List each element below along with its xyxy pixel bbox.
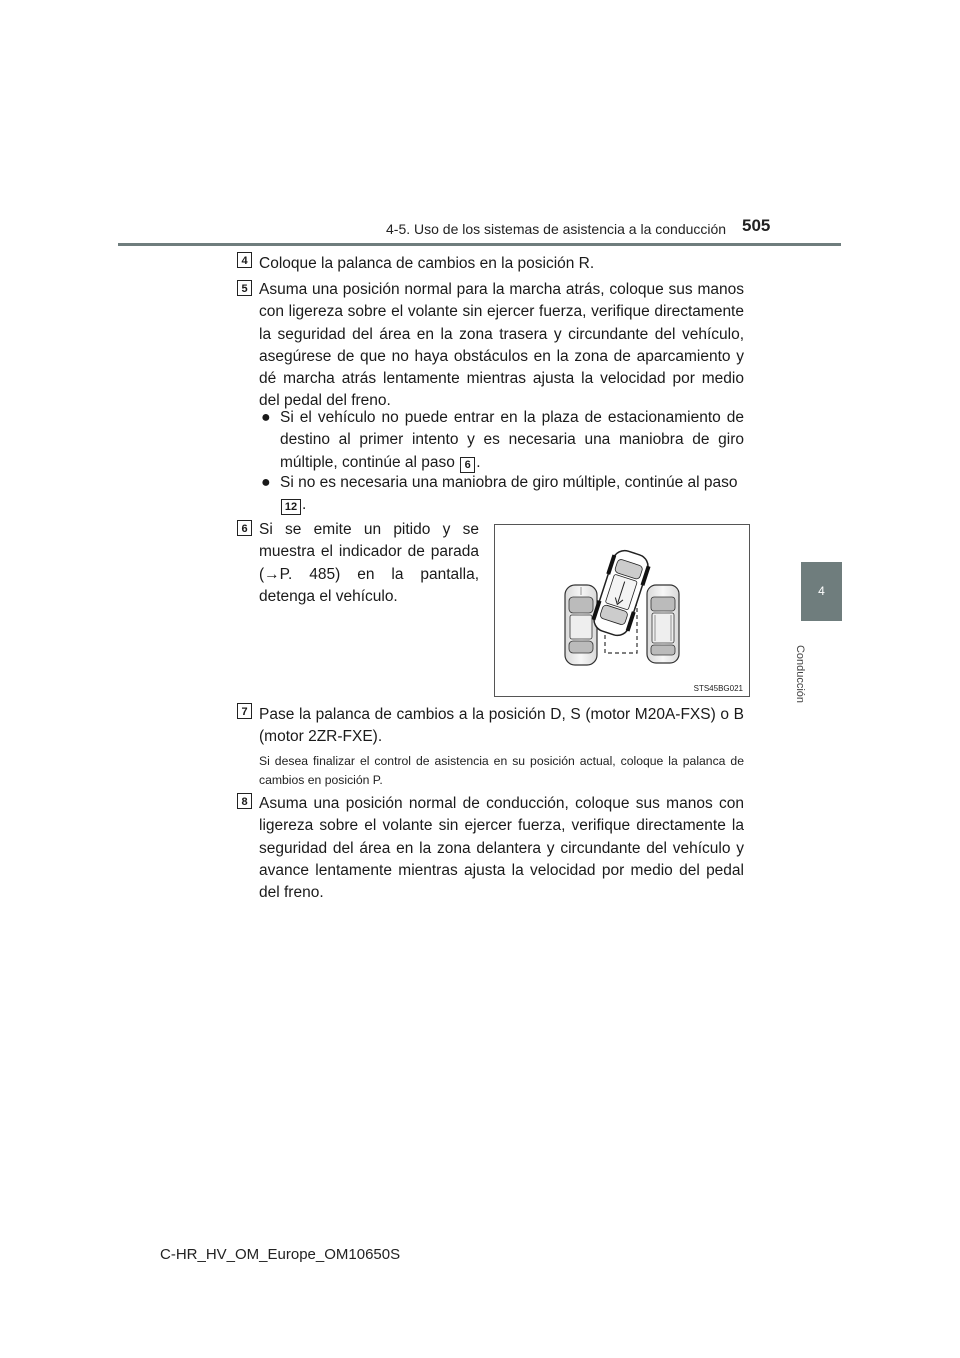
step-number-8: 8	[237, 793, 252, 809]
step-number-6: 6	[237, 520, 252, 536]
list-item	[259, 472, 744, 517]
bullet-suffix: .	[476, 453, 481, 471]
step-5-text: Asuma una posición normal para la marcha atrás, coloque sus manos con ligereza sobre el volante sin ejercer fuerza, verifique directamente la seguridad del área en la zona trasera y circundante del vehículo, asegúrese de que no haya obstáculos en la zona de aparcamiento y dé marcha atrás lentamente mientras ajusta la velocidad por medio del pedal del freno.	[259, 281, 744, 410]
bullet-text: Si no es necesaria una maniobra de giro múltiple, continúe al paso	[280, 474, 738, 491]
step-number-7: 7	[237, 703, 252, 719]
chapter-tab[interactable]: 4	[801, 562, 842, 621]
parking-diagram	[495, 525, 749, 696]
bullet-icon: ●	[261, 409, 271, 426]
parked-car-right	[647, 585, 679, 663]
parking-illustration	[494, 524, 750, 697]
step-7-note: Si desea finalizar el control de asistencia en su posición actual, coloque la palanca de cambios en posición P.	[259, 754, 744, 787]
step-ref-link[interactable]: 12	[281, 499, 301, 515]
list-item	[259, 407, 744, 474]
document-id: C-HR_HV_OM_Europe_OM10650S	[160, 1246, 401, 1263]
parked-car-left	[565, 585, 597, 665]
own-car	[589, 547, 653, 639]
step-6-text: Si se emite un pitido y se muestra el indicador de parada (→P. 485) en la pantalla, detenga el vehículo.	[259, 521, 479, 605]
bullet-text: Si el vehículo no puede entrar en la plaza de estacionamiento de destino al primer intento y es necesaria una maniobra de giro múltiple, continúe al paso	[280, 409, 744, 471]
page-number: 505	[742, 216, 771, 235]
chapter-label: Conducción	[794, 644, 806, 704]
step-4-text: Coloque la palanca de cambios en la posición R.	[259, 255, 595, 272]
step-8-text: Asuma una posición normal de conducción, coloque sus manos con ligereza sobre el volante sin ejercer fuerza, verifique directamente la seguridad del área en la zona delantera y circundante del vehículo y avance lentamente mientras ajusta la velocidad por medio del pedal del freno.	[259, 795, 744, 902]
step-ref-link[interactable]: 6	[460, 457, 475, 473]
section-title: 4-5. Uso de los sistemas de asistencia a la conducción	[386, 221, 727, 237]
bullet-icon: ●	[261, 474, 271, 491]
step-number-4: 4	[237, 252, 252, 268]
figure-code: STS45BG021	[693, 684, 743, 693]
step-number-5: 5	[237, 280, 252, 296]
step-7-text: Pase la palanca de cambios a la posición D, S (motor M20A-FXS) o B (motor 2ZR-FXE).	[259, 706, 744, 746]
header-rule	[118, 243, 841, 246]
bullet-suffix: .	[302, 496, 307, 514]
